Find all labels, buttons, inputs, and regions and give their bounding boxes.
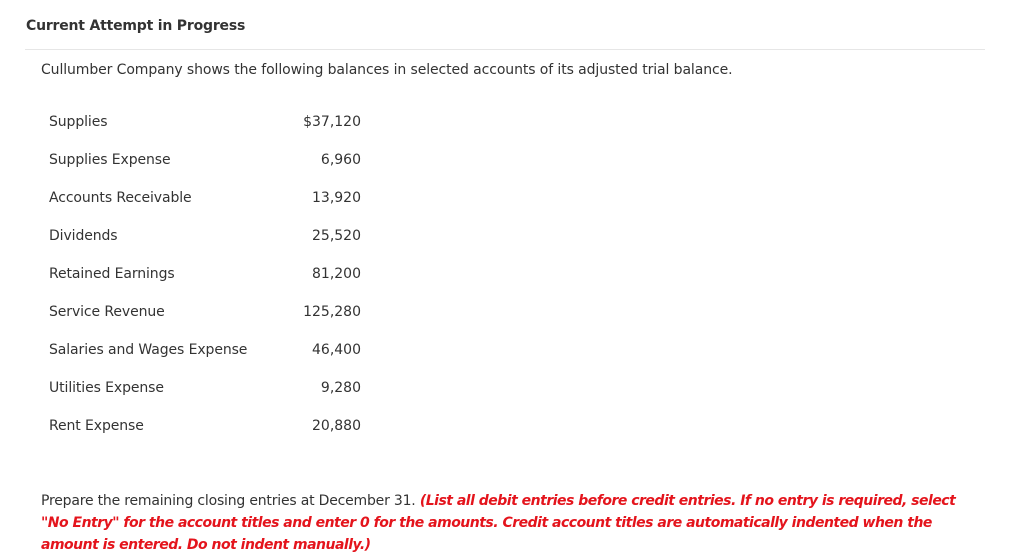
instructions-paragraph [41, 490, 976, 556]
balance-row [49, 294, 361, 332]
question-intro: Cullumber Company shows the following balances in selected accounts of its adjusted trial balance. [41, 62, 733, 78]
account-name: Utilities Expense [49, 380, 164, 396]
account-name: Supplies [49, 114, 108, 130]
account-amount: 9,280 [320, 380, 361, 396]
account-amount: 81,200 [312, 266, 361, 282]
account-amount: 125,280 [303, 304, 361, 320]
balance-row [49, 332, 361, 370]
balance-row [49, 180, 361, 218]
balance-row [49, 218, 361, 256]
account-amount: 25,520 [312, 228, 361, 244]
balance-row [49, 408, 361, 446]
question-card [25, 0, 985, 560]
account-amount: 46,400 [312, 342, 361, 358]
account-name: Dividends [49, 228, 118, 244]
account-name: Accounts Receivable [49, 190, 192, 206]
balance-row [49, 142, 361, 180]
account-name: Rent Expense [49, 418, 144, 434]
account-amount: $37,120 [303, 114, 361, 130]
instruction-note: (List all debit entries before credit entries. If no entry is required, select "No Entry" for the account titles and enter 0 for the amounts. Credit account titles are automatically indented when the amount is entered. Do not indent manually.) [41, 493, 956, 553]
balances-table [49, 104, 361, 446]
account-amount: 20,880 [312, 418, 361, 434]
instruction-text: Prepare the remaining closing entries at December 31. [41, 493, 416, 509]
account-name: Retained Earnings [49, 266, 175, 282]
account-name: Service Revenue [49, 304, 165, 320]
balance-row [49, 370, 361, 408]
attempt-header [25, 0, 985, 50]
account-amount: 13,920 [312, 190, 361, 206]
account-amount: 6,960 [320, 152, 361, 168]
account-name: Supplies Expense [49, 152, 171, 168]
attempt-status-title: Current Attempt in Progress [26, 18, 246, 34]
account-name: Salaries and Wages Expense [49, 342, 248, 358]
balance-row [49, 256, 361, 294]
balance-row [49, 104, 361, 142]
